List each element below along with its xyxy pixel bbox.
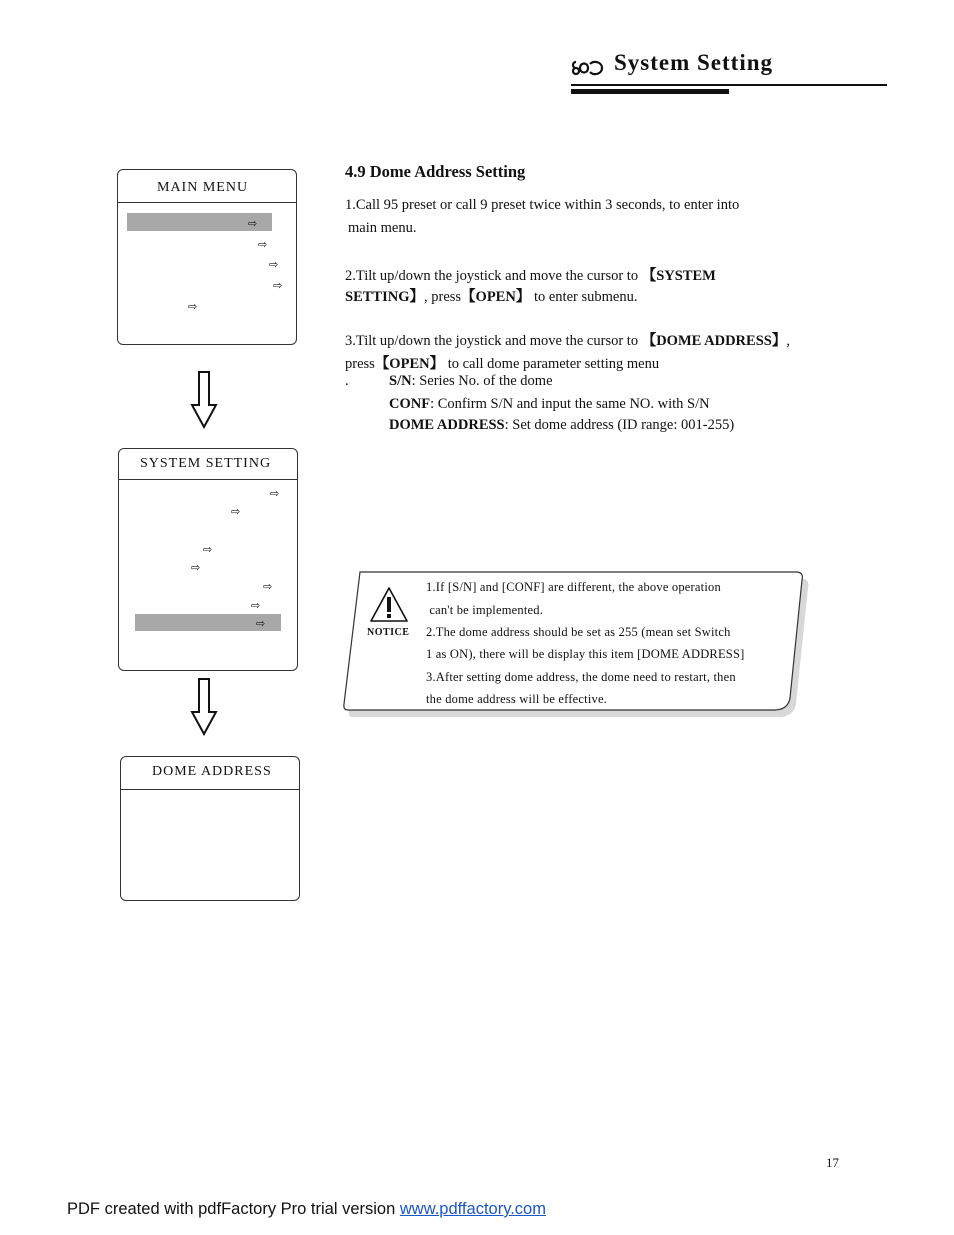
step-1-line-2: main menu. xyxy=(348,220,417,236)
menu-arrow-icon: ⇨ xyxy=(263,580,273,593)
menu-divider xyxy=(119,479,297,480)
menu-divider xyxy=(121,789,299,790)
decorative-ornament-icon xyxy=(570,56,606,80)
menu-arrow-icon: ⇨ xyxy=(251,599,261,612)
definition-desc: : Series No. of the dome xyxy=(411,373,553,389)
menu-arrow-icon: ⇨ xyxy=(203,543,213,556)
step-1-line-1: 1.Call 95 preset or call 9 preset twice within 3 seconds, to enter into xyxy=(345,197,740,213)
menu-arrow-icon: ⇨ xyxy=(258,238,268,251)
definition-term: S/N xyxy=(389,373,412,389)
section-title: 4.9 Dome Address Setting xyxy=(345,162,526,181)
notice-line: 1.If [S/N] and [CONF] are different, the above operation xyxy=(426,580,721,594)
dome-address-title: DOME ADDRESS xyxy=(152,764,272,779)
step-3-line-1 xyxy=(345,329,790,350)
step-3-menu-term: 【DOME ADDRESS】 xyxy=(641,333,787,349)
definition-sn xyxy=(389,373,553,390)
definition-term: CONF xyxy=(389,396,431,412)
menu-arrow-icon: ⇨ xyxy=(256,617,266,630)
step-2-text: to enter submenu. xyxy=(530,289,638,305)
notice-line: can't be implemented. xyxy=(426,603,544,617)
footer-link[interactable]: www.pdffactory.com xyxy=(399,1200,546,1218)
dome-address-box xyxy=(120,756,300,901)
main-menu-title: MAIN MENU xyxy=(157,180,249,195)
step-3-text: to call dome parameter setting menu xyxy=(444,356,660,372)
menu-arrow-icon: ⇨ xyxy=(269,258,279,271)
page-number: 17 xyxy=(826,1155,839,1170)
step-3-text: , xyxy=(786,333,790,349)
notice-line: the dome address will be effective. xyxy=(426,692,608,706)
down-arrow-icon xyxy=(190,678,218,736)
definition-dome-address xyxy=(389,417,734,434)
step-2-text: 2.Tilt up/down the joystick and move the cursor to xyxy=(345,268,642,284)
notice-line: 2.The dome address should be set as 255 (mean set Switch xyxy=(426,625,731,639)
main-menu-box xyxy=(117,169,297,345)
menu-arrow-icon: ⇨ xyxy=(188,300,198,313)
definition-conf xyxy=(389,396,710,413)
step-2-menu-term: SETTING】 xyxy=(345,289,424,305)
system-setting-box xyxy=(118,448,298,671)
menu-arrow-icon: ⇨ xyxy=(248,217,258,230)
down-arrow-icon xyxy=(190,371,218,429)
menu-arrow-icon: ⇨ xyxy=(273,279,283,292)
step-2-line-1 xyxy=(345,264,716,285)
open-key-term: 【OPEN】 xyxy=(461,289,531,305)
notice-label: NOTICE xyxy=(367,627,410,638)
menu-arrow-icon: ⇨ xyxy=(270,487,280,500)
pdf-footer xyxy=(67,1200,546,1219)
step-3-line-2 xyxy=(345,352,659,373)
definition-desc: : Set dome address (ID range: 001-255) xyxy=(504,417,735,433)
open-key-term: 【OPEN】 xyxy=(374,356,445,372)
step-2-line-2 xyxy=(345,285,637,306)
step-3-text: press xyxy=(345,356,375,372)
menu-divider xyxy=(118,202,296,203)
step-2-text: , press xyxy=(423,289,462,305)
definition-desc: : Confirm S/N and input the same NO. with S/N xyxy=(430,396,710,412)
page-title: System Setting xyxy=(614,50,774,75)
header-accent-bar xyxy=(571,89,729,94)
menu-arrow-icon: ⇨ xyxy=(231,505,241,518)
notice-line: 3.After setting dome address, the dome need to restart, then xyxy=(426,670,736,684)
step-3-text: 3.Tilt up/down the joystick and move the cursor to xyxy=(345,333,642,349)
stray-dot: . xyxy=(345,373,349,389)
notice-line: 1 as ON), there will be display this item [DOME ADDRESS] xyxy=(426,647,745,661)
step-2-menu-term: 【SYSTEM xyxy=(641,268,716,284)
menu-arrow-icon: ⇨ xyxy=(191,561,201,574)
warning-icon xyxy=(368,585,410,625)
footer-text: PDF created with pdfFactory Pro trial version xyxy=(67,1200,400,1218)
definition-term: DOME ADDRESS xyxy=(389,417,505,433)
header-divider xyxy=(571,84,887,86)
system-setting-title: SYSTEM SETTING xyxy=(140,456,272,471)
